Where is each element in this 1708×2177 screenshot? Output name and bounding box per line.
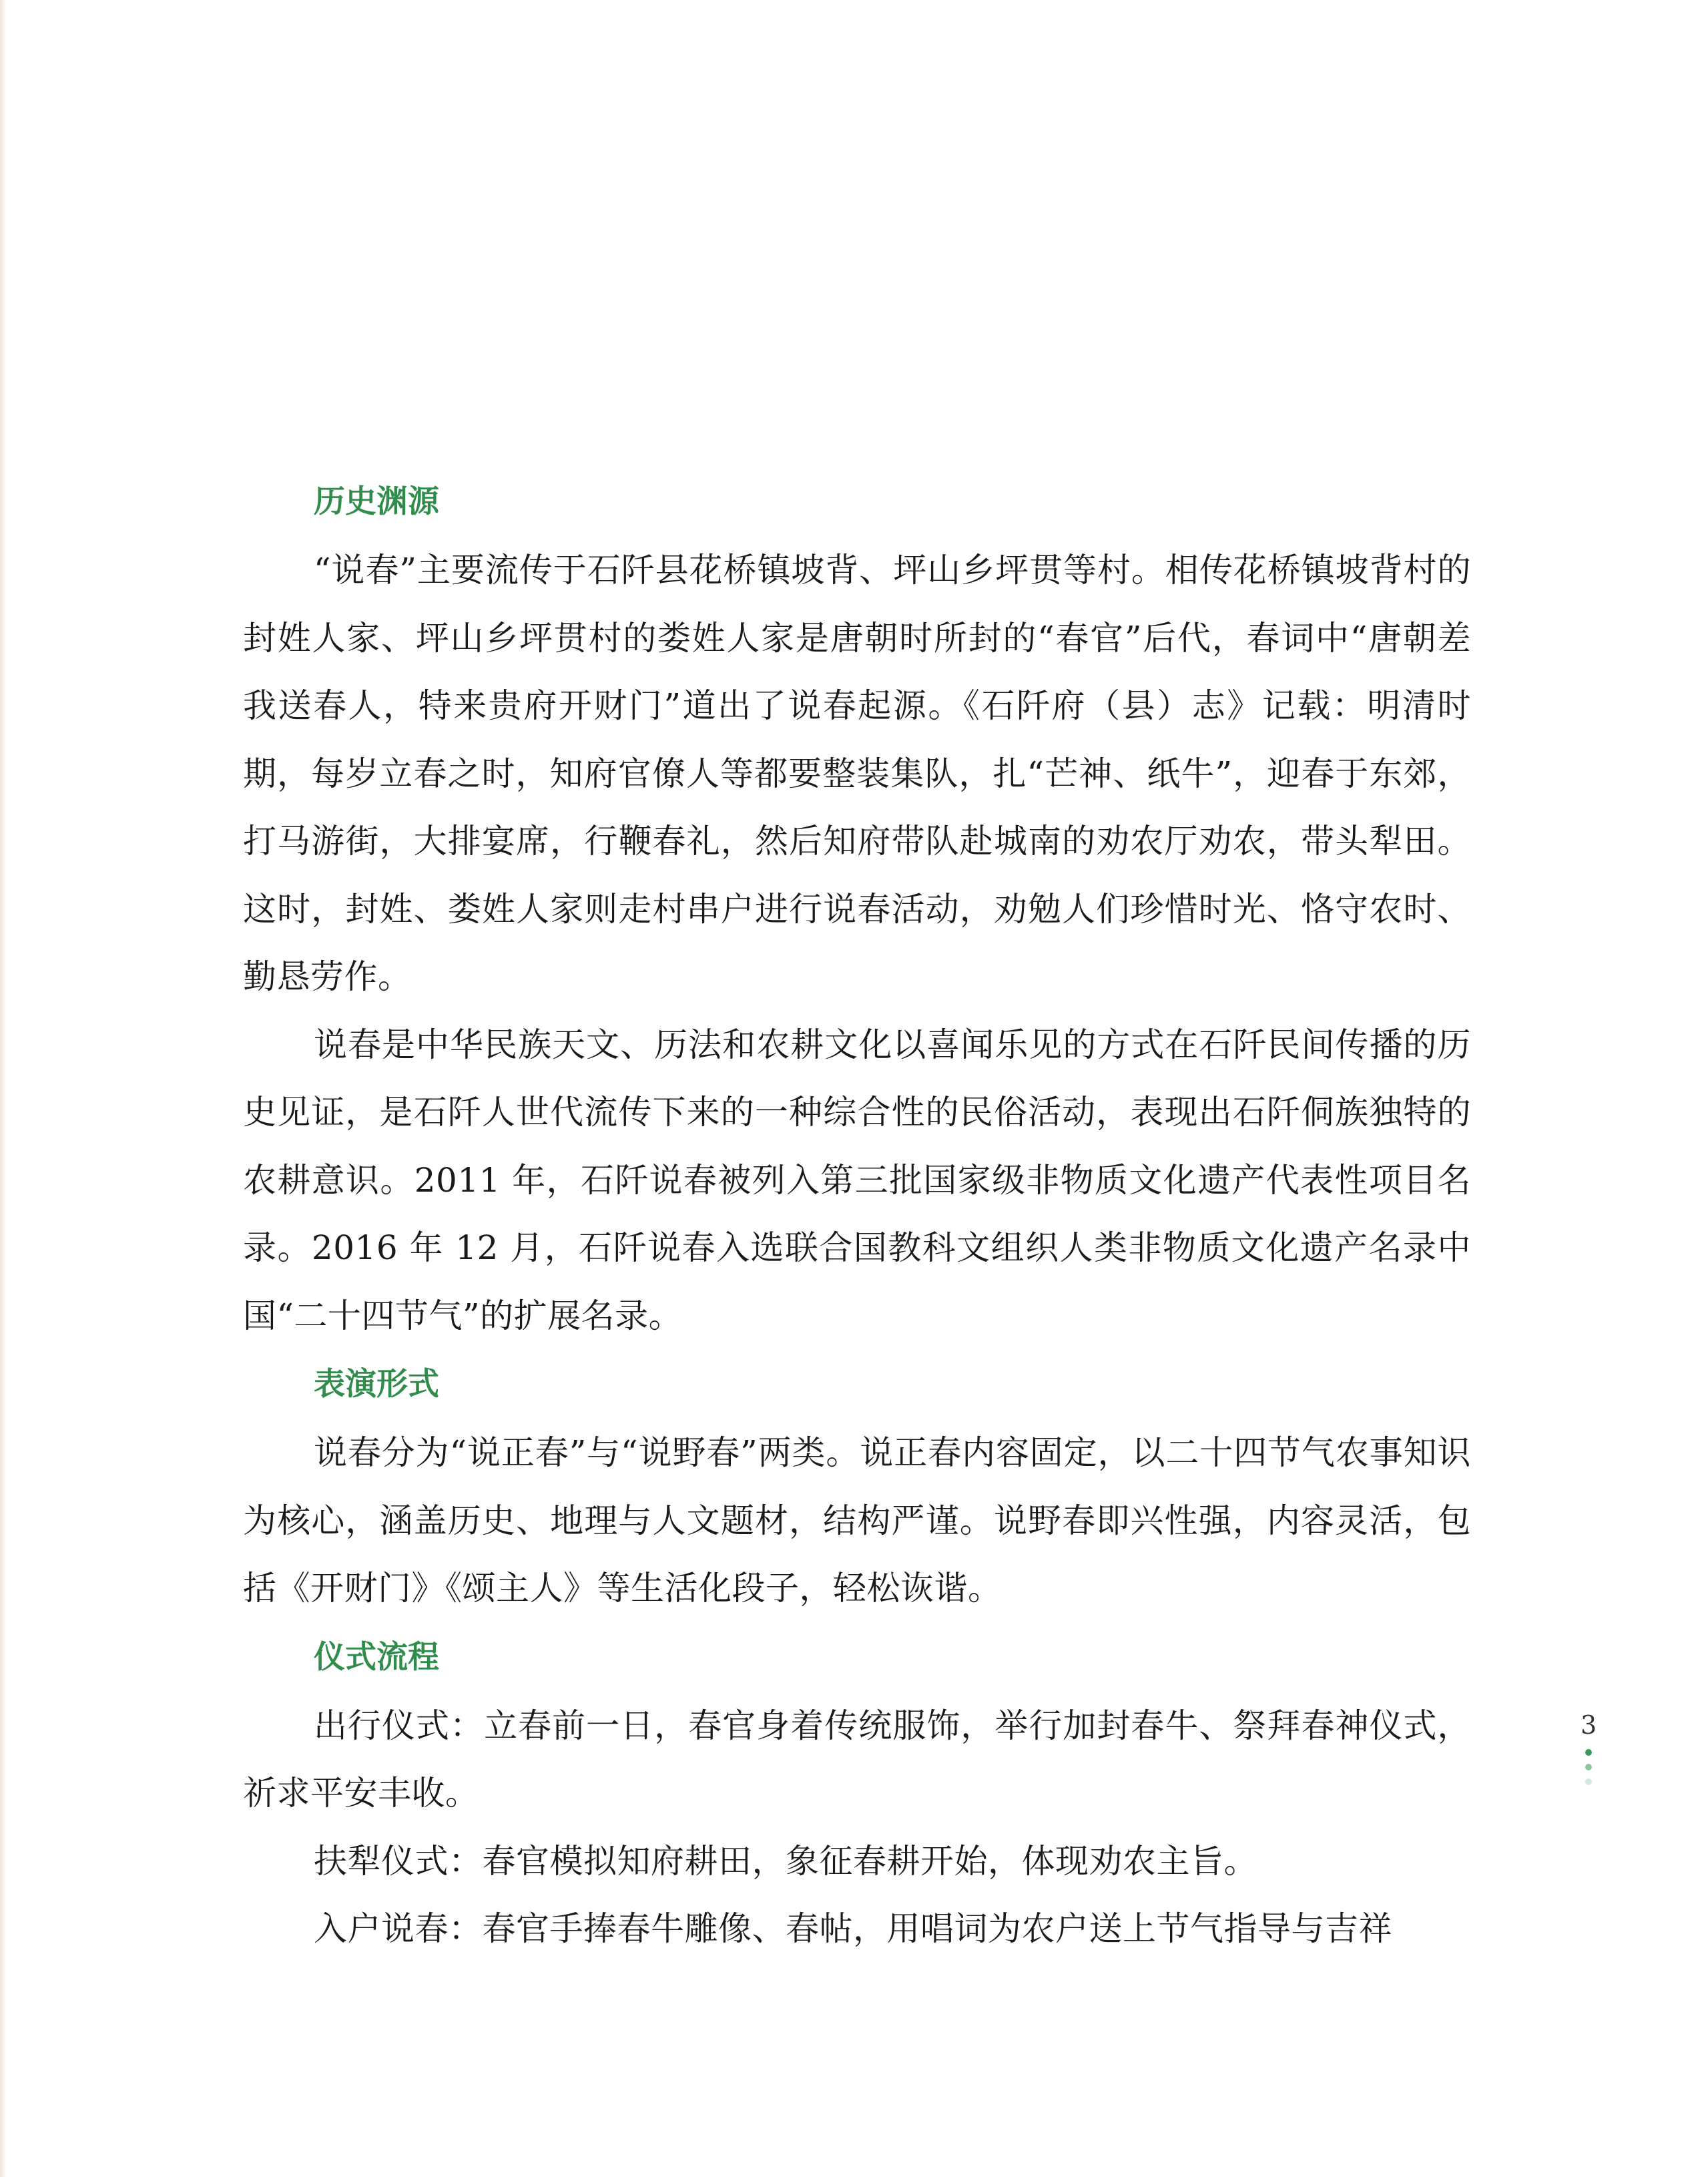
section-heading-ritual: 仪式流程 <box>314 1638 439 1676</box>
paragraph-ritual-departure: 出行仪式：立春前一日，春官身着传统服饰，举行加封春牛、祭拜春神仪式，祈求平安丰收。 <box>243 1706 1471 1812</box>
dot-light <box>1585 1778 1592 1785</box>
page-dots-decoration <box>1585 1749 1595 1793</box>
section-heading-history: 历史渊源 <box>314 483 439 520</box>
page-binding-edge <box>0 0 5 2177</box>
page-number: 3 <box>1581 1710 1597 1740</box>
document-body <box>243 467 1471 1963</box>
section-heading-performance: 表演形式 <box>314 1366 439 1403</box>
paragraph-history-2: 说春是中华民族天文、历法和农耕文化以喜闻乐见的方式在石阡民间传播的历史见证，是石阡人世代流传下来的一种综合性的民俗活动，表现出石阡侗族独特的农耕意识。2011 年，石阡说春被列入第三批国家级非物质文化遗产代表性项目名录。2016 年 12 月，石阡说春入选联合国教科文组织人类非物质文化遗产名录中国“二十四节气”的扩展名录。 <box>243 1025 1471 1335</box>
dot-mid <box>1585 1764 1592 1770</box>
paragraph-history-1: “说春”主要流传于石阡县花桥镇坡背、坪山乡坪贯等村。相传花桥镇坡背村的封姓人家、坪山乡坪贯村的娄姓人家是唐朝时所封的“春官”后代，春词中“唐朝差我送春人，特来贵府开财门”道出了说春起源。《石阡府（县）志》记载：明清时期，每岁立春之时，知府官僚人等都要整装集队，扎“芒神、纸牛”，迎春于东郊，打马游街，大排宴席，行鞭春礼，然后知府带队赴城南的劝农厅劝农，带头犁田。这时，封姓、娄姓人家则走村串户进行说春活动，劝勉人们珍惜时光、恪守农时、勤恳劳作。 <box>243 551 1471 996</box>
paragraph-ritual-household: 入户说春：春官手捧春牛雕像、春帖，用唱词为农户送上节气指导与吉祥 <box>314 1909 1392 1948</box>
paragraph-performance-1: 说春分为“说正春”与“说野春”两类。说正春内容固定，以二十四节气农事知识为核心，涵盖历史、地理与人文题材，结构严谨。说野春即兴性强，内容灵活，包括《开财门》《颂主人》等生活化段子，轻松诙谐。 <box>243 1433 1471 1608</box>
paragraph-ritual-plough: 扶犁仪式：春官模拟知府耕田，象征春耕开始，体现劝农主旨。 <box>314 1841 1257 1881</box>
dot-dark <box>1585 1749 1592 1756</box>
